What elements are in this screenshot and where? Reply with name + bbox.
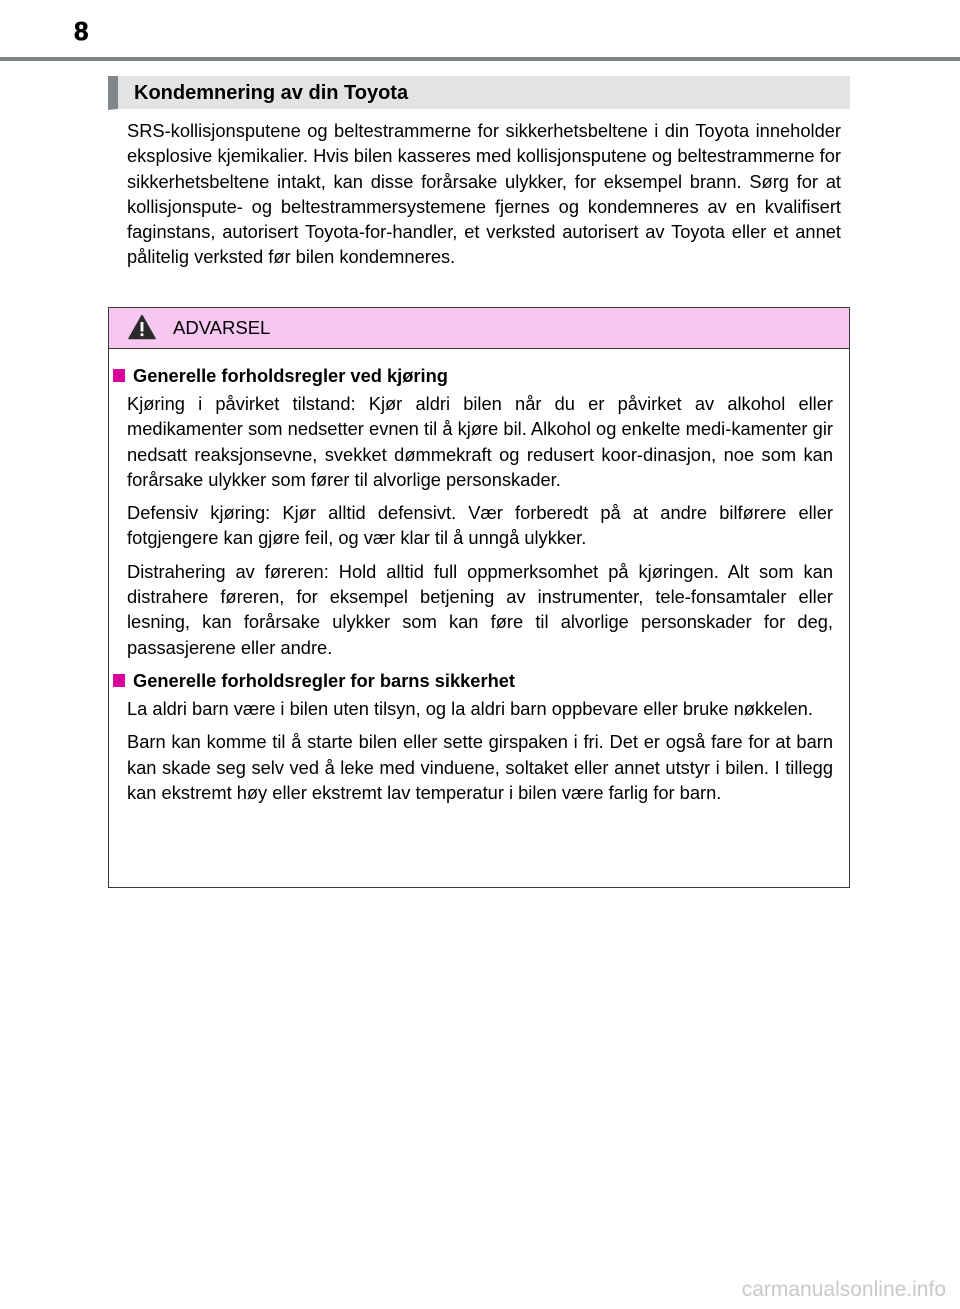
warning-header	[109, 308, 849, 349]
warning-triangle-icon	[128, 314, 156, 340]
paragraph: Kjøring i påvirket tilstand: Kjør aldri bilen når du er påvirket av alkohol eller medikamenter som nedsetter evnen til å kjøre bil. Alkohol og enkelte medi-kamenter gir nedsatt reaksjonsevne, svekket dømmekraft og redusert koor-dinasjon, noe som kan forårsake ulykker som fører til alvorlige personskader.	[127, 393, 833, 490]
paragraph: Distrahering av føreren: Hold alltid full oppmerksomhet på kjøringen. Alt som kan distrahere føreren, for eksempel betjening av instrumenter, tele-fonsamtaler eller lesning, kan forårsake ulykker som kan føre til alvorlige personskader for deg, passasjerene eller andre.	[127, 560, 833, 658]
section-intro-text: SRS-kollisjonsputene og beltestrammerne for sikkerhetsbeltene i din Toyota inneholder eksplosive kjemikalier. Hvis bilen kasseres med kollisjonsputene og beltestrammerne for sikkerhetsbeltene intakt, kan disse forårsake ulykker, for eksempel brann. Sørg for at kollisjonspute- og beltestrammersystemene fjernes og kondemneres av en kvalifisert faginstans, autorisert Toyota-for-handler, et verksted autorisert av Toyota eller et annet pålitelig verksted før bilen kondemneres.	[127, 120, 841, 268]
paragraph: Barn kan komme til å starte bilen eller sette girspaken i fri. Det er også fare for at barn kan skade seg selv ved å leke med vinduene, soltaket eller annet utstyr i bilen. I tillegg kan ekstremt høy eller ekstremt lav temperatur i bilen være farlig for barn.	[127, 731, 833, 803]
warning-topic-child-safety	[109, 668, 849, 805]
square-bullet-icon	[113, 369, 125, 382]
section-title: Kondemnering av din Toyota	[134, 82, 409, 104]
warning-topic-driving	[109, 363, 849, 660]
square-bullet-icon	[113, 674, 125, 687]
warning-box	[108, 307, 850, 888]
header-rule	[0, 57, 960, 61]
section-title-bar	[108, 76, 850, 110]
page-number: 8	[74, 16, 89, 46]
watermark-text: carmanualsonline.info	[741, 1278, 946, 1301]
topic-heading	[109, 363, 849, 389]
paragraph: La aldri barn være i bilen uten tilsyn, og la aldri barn oppbevare eller bruke nøkkelen.	[127, 697, 813, 719]
warning-label: ADVARSEL	[173, 317, 271, 338]
topic-heading	[109, 668, 849, 694]
paragraph: Defensiv kjøring: Kjør alltid defensivt. Vær forberedt på at andre bilførere eller fotgjengere kan gjøre feil, og vær klar til å unngå ulykker.	[127, 502, 833, 549]
topic-heading-text: Generelle forholdsregler for barns sikkerhet	[133, 669, 516, 691]
warning-body	[109, 363, 849, 813]
topic-heading-text: Generelle forholdsregler ved kjøring	[133, 365, 448, 386]
